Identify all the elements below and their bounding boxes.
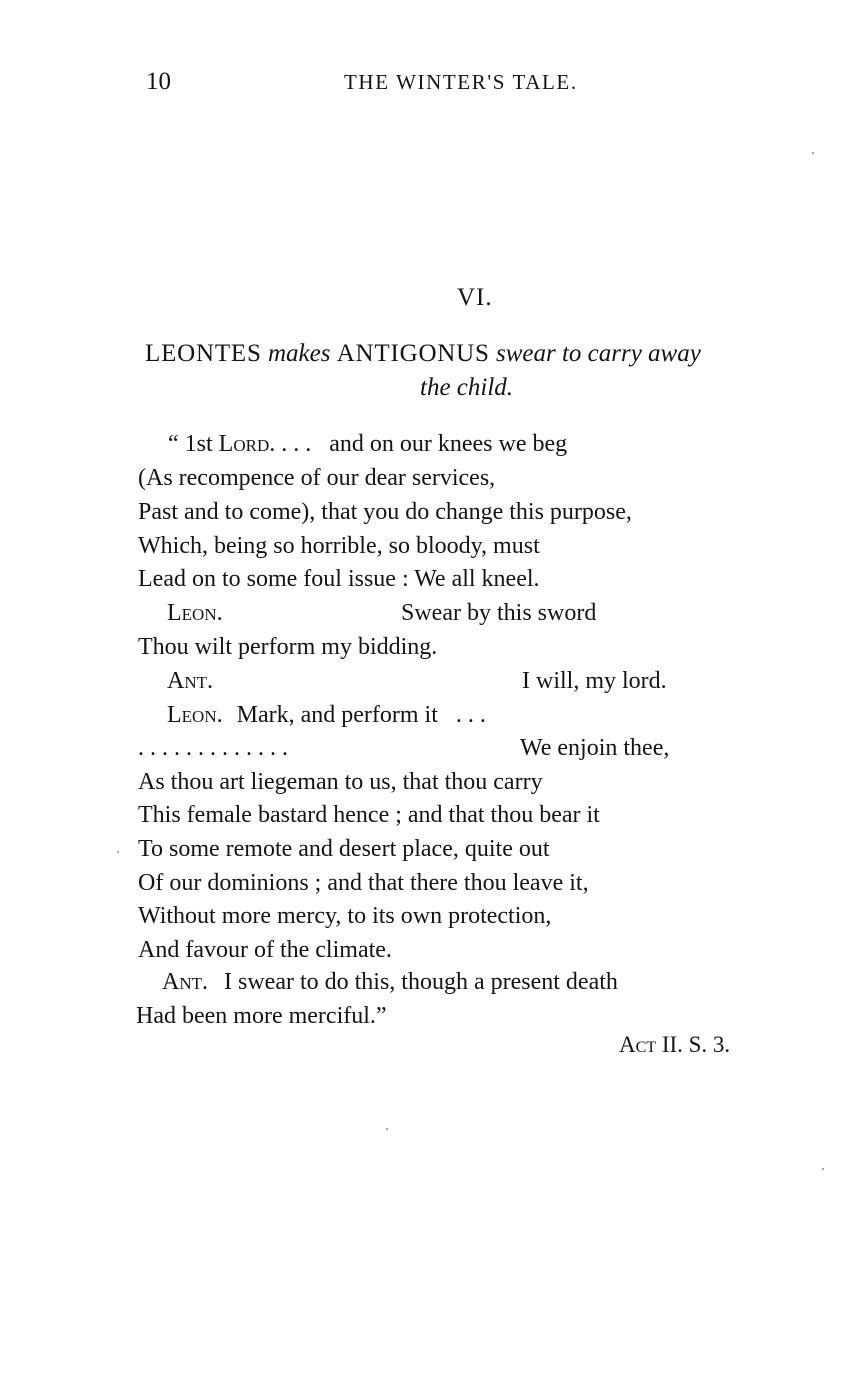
paper-speck [117, 851, 119, 853]
verse-line-13: To some remote and desert place, quite out [138, 836, 550, 862]
verse-line-18: Had been more merciful.” [136, 1003, 387, 1029]
verse-line-16: And favour of the climate. [138, 937, 392, 963]
speaker-name: Ant. [162, 969, 208, 995]
verse-line-3: Past and to come), that you do change this purpose, [138, 499, 632, 525]
section-number: VI. [457, 284, 493, 311]
speaker-name: Lord. [218, 431, 276, 457]
verse-line-1 [168, 432, 567, 456]
verse-line-15: Without more mercy, to its own protection, [138, 903, 552, 929]
speaker-name: Ant. [167, 668, 213, 694]
verse-line-6 [167, 601, 223, 625]
verse-line-8-text: I will, my lord. [522, 668, 667, 694]
reference-location: II. S. 3. [661, 1032, 731, 1057]
verse-line-4: Which, being so horrible, so bloody, must [138, 533, 540, 559]
verse-line-6-text: Swear by this sword [401, 600, 597, 626]
paper-speck [812, 152, 814, 154]
verse-text: . . . and on our knees we beg [281, 431, 568, 457]
verse-text: I swear to do this, though a present death [224, 969, 618, 995]
verse-line-9 [167, 703, 486, 727]
verse-line-5: Lead on to some foul issue : We all kneel. [138, 566, 540, 592]
act-scene-reference [619, 1032, 730, 1058]
section-title-line2: the child. [420, 374, 514, 401]
verse-text: Mark, and perform it . . . [236, 702, 486, 728]
speaker-name: Leon. [167, 600, 223, 626]
title-character-leontes: LEONTES [145, 340, 262, 367]
title-verb: makes [267, 340, 331, 367]
verse-line-10-dots: . . . . . . . . . . . . . [138, 735, 288, 761]
title-action: swear to carry away [495, 340, 701, 367]
verse-line-7: Thou wilt perform my bidding. [138, 634, 438, 660]
running-title: THE WINTER'S TALE. [344, 70, 578, 94]
paper-speck [822, 1168, 824, 1170]
verse-line-10-text: We enjoin thee, [520, 735, 670, 761]
verse-line-8 [167, 669, 213, 693]
opening-quote: “ 1st [168, 431, 213, 457]
reference-act: Act [619, 1032, 657, 1057]
verse-line-11: As thou art liegeman to us, that thou carry [138, 769, 543, 795]
verse-line-12: This female bastard hence ; and that thou bear it [138, 802, 600, 828]
section-title-line1 [145, 340, 701, 368]
paper-speck [386, 1128, 388, 1130]
title-character-antigonus: ANTIGONUS [336, 340, 490, 367]
speaker-name: Leon. [167, 702, 223, 728]
page-number: 10 [146, 68, 171, 95]
verse-line-17 [162, 970, 618, 994]
verse-line-2: (As recompence of our dear services, [138, 465, 496, 491]
verse-line-14: Of our dominions ; and that there thou leave it, [138, 870, 589, 896]
